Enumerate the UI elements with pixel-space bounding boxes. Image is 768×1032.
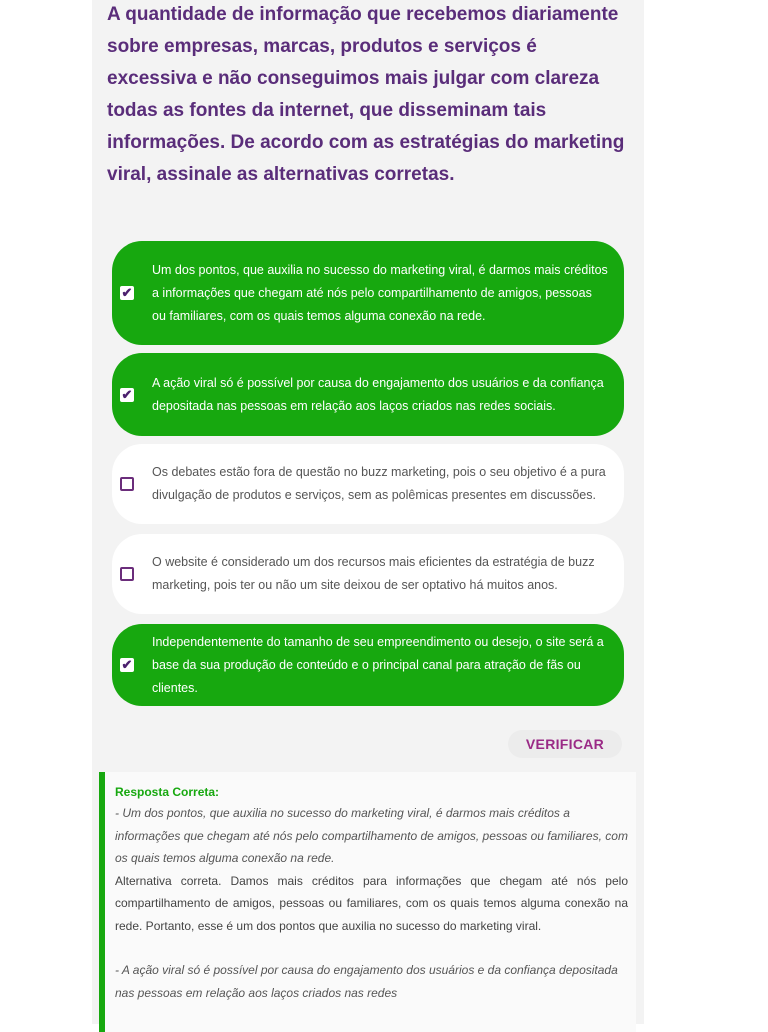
option-2-text: A ação viral só é possível por causa do engajamento dos usuários e da confiança depositada nas pessoas em relação aos laços criados nas redes sociais. [152, 375, 604, 413]
option-4-text: O website é considerado um dos recursos mais eficientes da estratégia de buzz marketing, pois ter ou não um site deixou de ser optativo há muitos anos. [152, 555, 595, 592]
checkbox-checked-icon[interactable] [120, 388, 134, 402]
question-text: A quantidade de informação que recebemos diariamente sobre empresas, marcas, produtos e serviços é excessiva e não conseguimos mais julgar com clareza todas as fontes da internet, que disseminam tais informações. De acordo com as estratégias do marketing viral, assinale as alternativas corretas. [107, 4, 625, 185]
option-5-text: Independentemente do tamanho de seu empreendimento ou desejo, o site será a base da sua produção de conteúdo e o principal canal para atração de fãs ou clientes. [152, 634, 604, 695]
option-2[interactable] [112, 353, 624, 436]
feedback-spacer [115, 937, 628, 959]
option-4[interactable] [112, 534, 624, 614]
option-3[interactable] [112, 444, 624, 524]
feedback-box [99, 772, 636, 1032]
feedback-title: Resposta Correta: [115, 785, 220, 799]
feedback-quote-1: - Um dos pontos, que auxilia no sucesso do marketing viral, é darmos mais créditos a informações que chegam até nós pelo compartilhamento de amigos, pessoas ou familiares, com os quais temos alguma conexão na rede. [115, 806, 628, 865]
checkbox-checked-icon[interactable] [120, 286, 134, 300]
feedback-explanation-1: Alternativa correta. Damos mais créditos para informações que chegam até nós pelo compartilhamento de amigos, pessoas ou familiares, com os quais temos alguma conexão na rede. Portanto, esse é um dos pontos que auxilia no sucesso do marketing viral. [115, 873, 628, 933]
checkbox-checked-icon[interactable] [120, 658, 134, 672]
option-1[interactable] [112, 241, 624, 345]
option-1-text: Um dos pontos, que auxilia no sucesso do marketing viral, é darmos mais créditos a informações que chegam até nós pelo compartilhamento de amigos, pessoas ou familiares, com os quais temos alguma conexão na rede. [152, 262, 608, 323]
option-3-text: Os debates estão fora de questão no buzz marketing, pois o seu objetivo é a pura divulgação de produtos e serviços, sem as polêmicas presentes em discussões. [152, 465, 606, 502]
option-5[interactable] [112, 624, 624, 706]
feedback-quote-2: - A ação viral só é possível por causa do engajamento dos usuários e da confiança depositada nas pessoas em relação aos laços criados nas redes [115, 963, 618, 1000]
verify-button[interactable]: VERIFICAR [508, 730, 622, 758]
checkbox-unchecked-icon[interactable] [120, 477, 134, 491]
checkbox-unchecked-icon[interactable] [120, 567, 134, 581]
